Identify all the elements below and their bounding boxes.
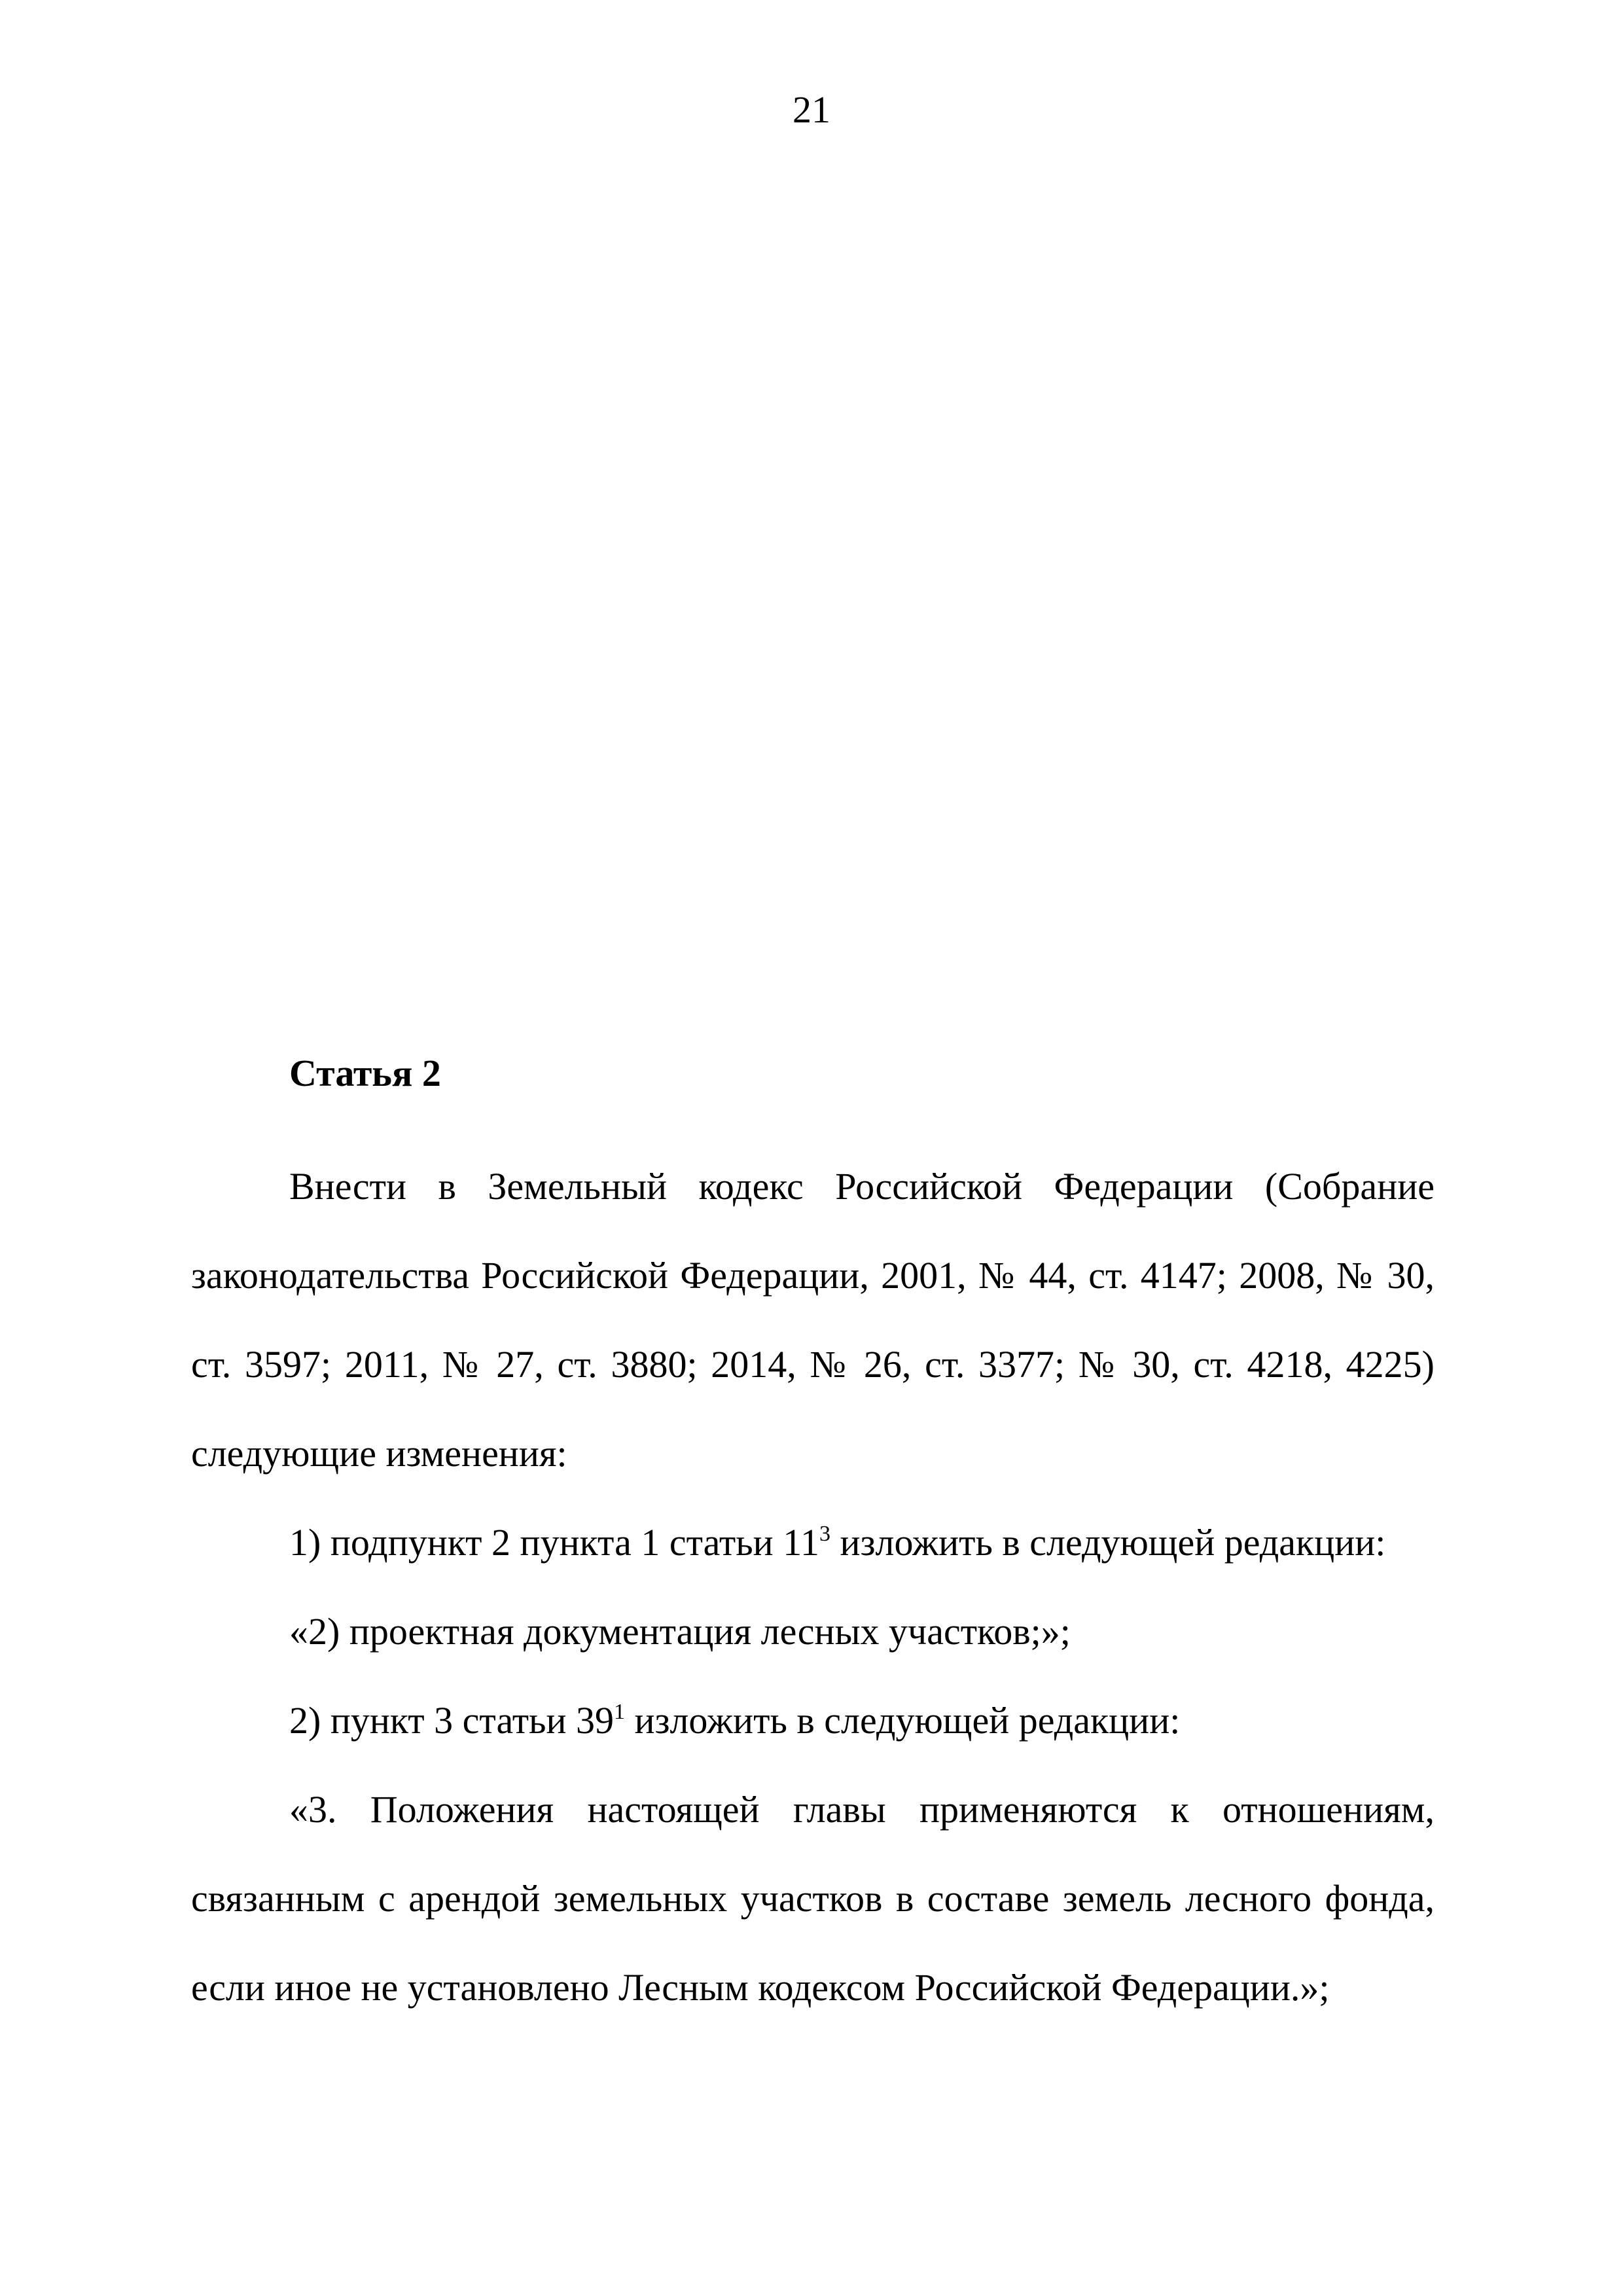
amendment-item-2-tail: изложить в следующей редакции: <box>625 1699 1181 1742</box>
article-text <box>191 1142 1435 2032</box>
amendment-item-1-text: 1) подпункт 2 пункта 1 статьи 11 <box>289 1521 820 1564</box>
amendment-item-2-new-wording: «3. Положения настоящей главы применяются к отношениям, связанным с арендой земельных участков в составе земель лесного фонда, если иное не установлено Лесным кодексом Российской Федерации.»; <box>191 1788 1435 2009</box>
amendment-item-1-new-wording: «2) проектная документация лесных участков;»; <box>289 1610 1071 1653</box>
page-number: 21 <box>793 88 830 131</box>
article-heading: Статья 2 <box>289 1052 441 1094</box>
amendment-item-1-tail: изложить в следующей редакции: <box>830 1521 1386 1564</box>
amendment-item-2-text: 2) пункт 3 статьи 39 <box>289 1699 615 1742</box>
amendment-item-1 <box>191 1498 1435 1587</box>
intro-paragraph: Внести в Земельный кодекс Российской Федерации (Собрание законодательства Российской Федерации, 2001, № 44, ст. 4147; 2008, № 30, ст. 3597; 2011, № 27, ст. 3880; 2014, № 26, ст. 3377; № 30, ст. 4218, 4225) следующие изменения: <box>191 1165 1435 1475</box>
amendment-item-1-superscript: 3 <box>819 1522 831 1546</box>
amendment-item-2-superscript: 1 <box>614 1700 626 1724</box>
amendment-item-2 <box>191 1676 1435 1765</box>
